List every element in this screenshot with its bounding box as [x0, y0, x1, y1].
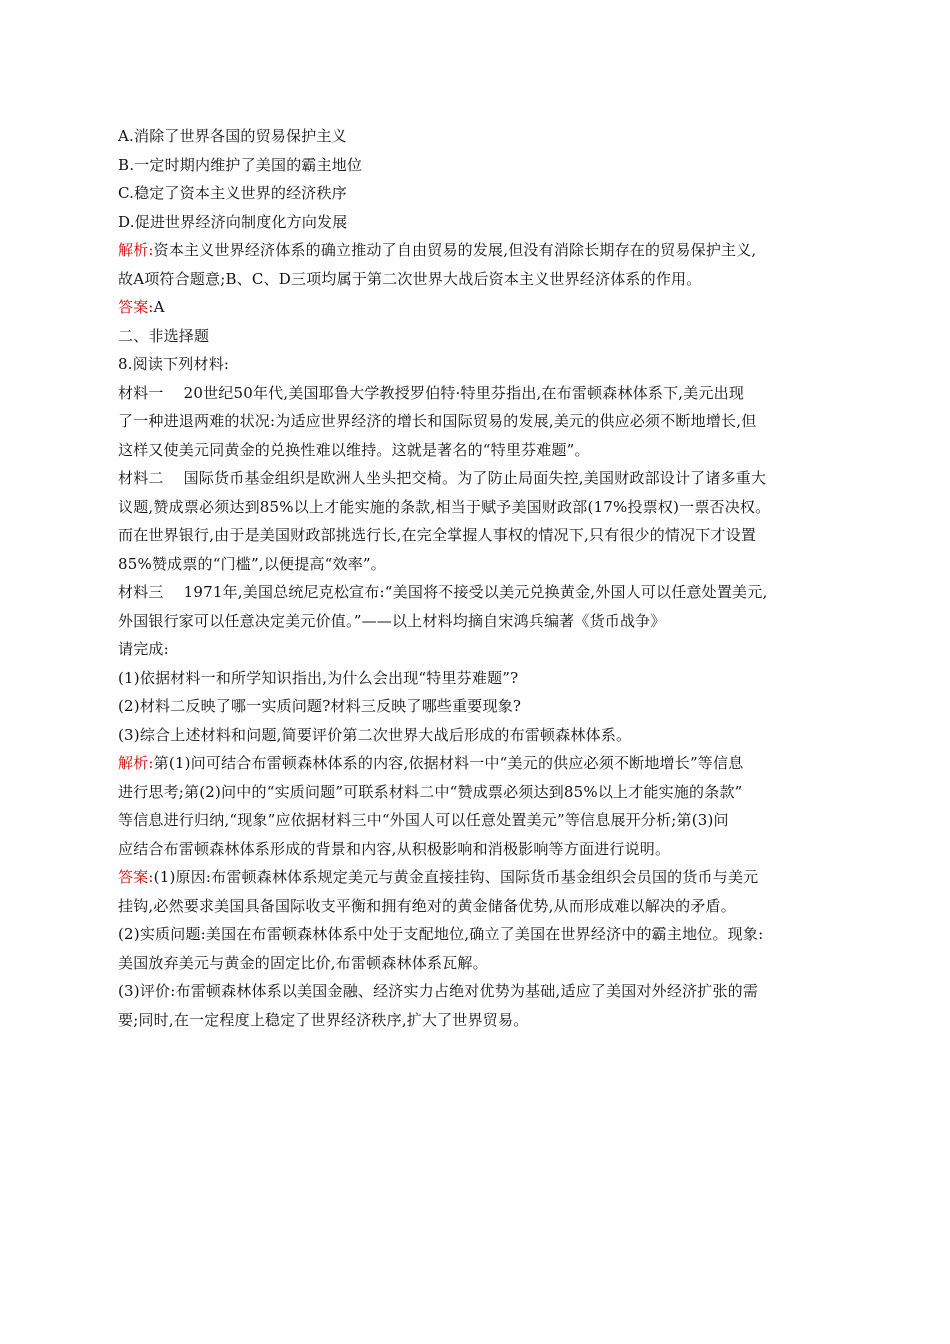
- material2-line-2: 议题,赞成票必须达到85%以上才能实施的条款,相当于赋予美国财政部(17%投票权)一票否决权。: [118, 497, 771, 516]
- q7-answer-line: [118, 293, 838, 322]
- q8-answer-label: 答案:: [118, 868, 154, 886]
- material3-line-2: 外国银行家可以任意决定美元价值。”——以上材料均摘自宋鸿兵编著《货币战争》: [118, 611, 666, 630]
- q8-answer-line-4: 美国放弃美元与黄金的固定比价,布雷顿森林体系瓦解。: [118, 953, 488, 972]
- q8-analysis-line-3: 等信息进行归纳,“现象”应依据材料三中“外国人可以任意处置美元”等信息展开分析;第(3)问: [118, 811, 729, 829]
- q8-answer-line-2: 挂钩,必然要求美国具备国际收支平衡和拥有绝对的黄金储备优势,从而形成难以解决的矛盾。: [118, 896, 736, 915]
- q8-answer-line-6: 要;同时,在一定程度上稳定了世界经济秩序,扩大了世界贸易。: [118, 1010, 529, 1029]
- q8-analysis-line-4: 应结合布雷顿森林体系形成的背景和内容,从积极影响和消极影响等方面进行说明。: [118, 839, 671, 858]
- q8-answer-line-3: (2)实质问题:美国在布雷顿森林体系中处于支配地位,确立了美国在世界经济中的霸主地位。现象:: [118, 925, 764, 943]
- material2-label: 材料二: [118, 469, 164, 487]
- option-b: B.一定时期内维护了美国的霸主地位: [118, 155, 363, 174]
- material1-text: 20世纪50年代,美国耶鲁大学教授罗伯特·特里芬指出,在布雷顿森林体系下,美元出现: [183, 383, 745, 402]
- material2-line-1: [118, 464, 838, 493]
- q7-analysis-line-2: 故A项符合题意;B、C、D三项均属于第二次世界大战后资本主义世界经济体系的作用。: [118, 269, 702, 288]
- question-1: (1)依据材料一和所学知识指出,为什么会出现“特里芬难题”?: [118, 668, 519, 687]
- document-page: [118, 122, 838, 1034]
- material2-text: 国际货币基金组织是欧洲人坐头把交椅。为了防止局面失控,美国财政部设计了诸多重大: [183, 469, 767, 487]
- material1-line-1: [118, 379, 838, 408]
- q8-analysis-label: 解析:: [118, 754, 154, 772]
- question-3: (3)综合上述材料和问题,简要评价第二次世界大战后形成的布雷顿森林体系。: [118, 725, 632, 744]
- option-a: A.消除了世界各国的贸易保护主义: [118, 127, 347, 145]
- q8-analysis-text: 第(1)问可结合布雷顿森林体系的内容,依据材料一中“美元的供应必须不断地增长”等信息: [153, 754, 744, 772]
- material1-label: 材料一: [118, 383, 164, 402]
- material3-label: 材料三: [118, 583, 164, 601]
- material2-line-3: 而在世界银行,由于是美国财政部挑选行长,在完全掌握人事权的情况下,只有很少的情况下才设置: [118, 526, 757, 544]
- q7-analysis-text: 资本主义世界经济体系的确立推动了自由贸易的发展,但没有消除长期存在的贸易保护主义,: [153, 241, 757, 259]
- material1-line-3: 这样又使美元同黄金的兑换性难以维持。这就是著名的“特里芬难题”。: [118, 440, 590, 459]
- q7-answer-label: 答案:: [118, 298, 154, 316]
- material3-text: 1971年,美国总统尼克松宣布:“美国将不接受以美元兑换黄金,外国人可以任意处置美元,: [183, 583, 768, 601]
- material2-line-4: 85%赞成票的“门槛”,以便提高“效率”。: [118, 554, 386, 573]
- q8-analysis-line-1: [118, 749, 838, 778]
- q8-answer-line-5: (3)评价:布雷顿森林体系以美国金融、经济实力占绝对优势为基础,适应了美国对外经济扩张的需: [118, 982, 759, 1000]
- q7-answer-value: A: [153, 298, 165, 316]
- material3-line-1: [118, 578, 838, 607]
- q7-analysis-line: [118, 236, 838, 265]
- q8-answer-text: (1)原因:布雷顿森林体系规定美元与黄金直接挂钩、国际货币基金组织会员国的货币与美元: [153, 868, 759, 886]
- q8-intro: 8.阅读下列材料:: [118, 355, 230, 373]
- questions-prompt: 请完成:: [118, 640, 169, 658]
- q8-analysis-line-2: 进行思考;第(2)问中的“实质问题”可联系材料二中“赞成票必须达到85%以上才能实施的条款”: [118, 782, 743, 801]
- q7-analysis-label: 解析:: [118, 241, 154, 259]
- option-c: C.稳定了资本主义世界的经济秩序: [118, 184, 347, 202]
- question-2: (2)材料二反映了哪一实质问题?材料三反映了哪些重要现象?: [118, 697, 522, 715]
- q8-answer-line-1: [118, 863, 838, 892]
- material1-line-2: 了一种进退两难的状况:为适应世界经济的增长和国际贸易的发展,美元的供应必须不断地增长,但: [118, 412, 757, 430]
- section-heading: 二、非选择题: [118, 326, 210, 345]
- option-d: D.促进世界经济向制度化方向发展: [118, 212, 348, 231]
